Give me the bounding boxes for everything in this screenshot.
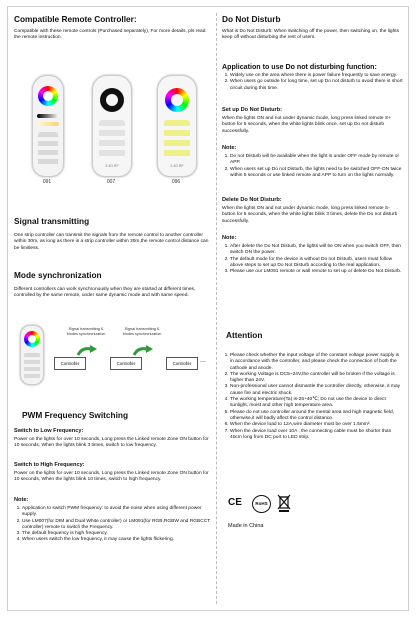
made-in-label: Made in China (228, 523, 264, 529)
list-item: 5. Please do not use controller around the mental area and high magnetic field, otherwise,it will badly affect the control distance. (230, 410, 404, 423)
pwm-low-body: Power on the lights for over 10 seconds, Long press the Linked remote Zone ON button for 10 seconds, When the lights blink 3 times, switch to low frequency. (14, 437, 209, 449)
dnd-note2-list (222, 244, 404, 275)
remote-intro: Compatible with these remote controls (Purchased separately), For more details, pls read the remote instruction. (14, 29, 206, 41)
remote-096-label: 096 (171, 179, 181, 185)
signal-section-title: Signal transmitting (14, 216, 90, 226)
list-item: 1. Do not Disturb will be available when the light is under OFF mode by remote or APP. (230, 154, 404, 167)
list-item: 1. Application to switch PWM frequency: to avoid the noise when using different power supply. (22, 506, 212, 519)
remote-section-title: Compatible Remote Controller: (14, 14, 137, 24)
sync-arrow-label-1: Signal transmitting & Modes synchronization (66, 327, 106, 336)
controller-box-1: Controller (54, 357, 86, 370)
dnd-setup-body: When the lights ON and not under dynamic mode, long press linked remote S+ button for 5 seconds, when the white lights blink once, set up Do not disturb successfully. (222, 116, 391, 134)
pwm-note-list (14, 506, 212, 544)
dnd-application-title: Application to use Do not disturbing function: (222, 63, 377, 71)
remote-091-label: 091 (42, 179, 52, 185)
left-column (14, 7, 212, 610)
dnd-note2-title: Note: (222, 235, 237, 241)
column-divider (216, 13, 217, 604)
list-item: 4. When users switch the low frequency, it may cause the lights flickering. (22, 537, 212, 543)
pwm-note-title: Note: (14, 497, 29, 503)
dnd-note1-list (222, 154, 404, 179)
list-item: 2. The default mode for the device is without Do not Disturb, users must follow above steps to set up Do Not Disturb according to the real application. (230, 257, 404, 270)
attention-title: Attention (226, 330, 263, 340)
dnd-application-list (222, 73, 404, 92)
list-item: 6. When the device load to 12A,wire diameter must be over 1.5mm². (230, 422, 404, 428)
pwm-section-title: PWM Frequency Switching (22, 410, 129, 420)
rohs-mark: RoHS (252, 495, 271, 513)
remote-007-image: 2.4G RF (92, 75, 132, 177)
sync-arrow-label-2: Signal transmitting & Modes synchronization (122, 327, 162, 336)
dnd-section-title: Do Not Disturb (222, 14, 281, 24)
controller-box-3: Controller (166, 357, 198, 370)
dnd-intro: What is Do Not Disturb: When switching off the power, then switching on, the lights keep off without disturbing the rest of users. (222, 29, 400, 41)
manual-page (7, 6, 409, 611)
list-item: 3. Non-professional user cannot dismantle the controller directly, otherwise, it may cause fire and electric shock. (230, 384, 404, 397)
list-item: 3. Please use our LM091 remote or wall remote to set up or delete Do Not Disturb. (230, 269, 404, 275)
ce-mark: CE (228, 497, 242, 508)
dnd-delete-title: Delete Do Not Disturb: (222, 197, 282, 203)
list-item: 2. Use LM007(for DIM and Dual White controller) or LM091(for RGB,RGBW and RGBCCT controller) remote to switch the Frequency. (22, 519, 212, 532)
list-item: 1. After delete the Do Not Disturb, the lights will be ON when you switch OFF, then switch ON the power. (230, 244, 404, 257)
signal-body: One strip controller can transmit the signals from the remote control to another controller within 30m, as long as there is a strip controller within 30m,the remote control distance can be limitless. (14, 233, 209, 251)
remote-007-label: 007 (106, 179, 116, 185)
list-item: 2. When users set up Do not Disturb, the lights need to be switched OFF-ON twice within 5 seconds or use linked remote and APP to turn on the lights normally. (230, 167, 404, 180)
pwm-low-title: Switch to Low Frequency: (14, 428, 84, 434)
dnd-delete-body: When the lights ON and not under dynamic mode, long press linked remote S- button for 5 seconds, when the white lights blink 3 times, delete the Do not disturb successfully. (222, 206, 398, 224)
attention-list (222, 353, 404, 441)
sync-arrow-icon (132, 343, 154, 355)
remote-091-image (32, 75, 64, 177)
pwm-high-body: Power on the lights for over 10 seconds, Long press the Linked remote Zone ON button for 10 seconds, When the lights blink 10 times, switch to high frequency. (14, 471, 209, 483)
dnd-setup-title: Set up Do Not Disturb: (222, 107, 282, 113)
list-item: 1. Please check whether the input voltage of the constant voltage power supply is in accordance with the controller, and please check the connection of both the cathode and anode. (230, 353, 404, 372)
list-item: 4. The working temperature(Ta) is-25~40℃; Do not use the device to direct sunlight, moist and other high temperature area. (230, 397, 404, 410)
pwm-high-title: Switch to High Frequency: (14, 462, 85, 468)
sync-arrow-icon (76, 343, 98, 355)
list-item: 2. When users go outside for long time, set up Do not disturb to avoid there is short circuit during this time. (230, 79, 404, 92)
list-item: 1. Widely use on the area where there is power failure frequently to save energy. (230, 73, 404, 79)
remote-small-image (20, 325, 44, 385)
list-item: 7. When the device load over 10A , the connecting cable must be shorter than 40cm long from DC port to LED strip. (230, 429, 404, 442)
list-item: 2. The working Voltage is DC5~24V,the controller will be broken if the voltage is higher than 24V. (230, 372, 404, 385)
mode-sync-title: Mode synchronization (14, 270, 102, 280)
weee-bin-icon (277, 493, 291, 513)
right-column (222, 7, 404, 610)
mode-sync-body: Different controllers can work synchronously when they are started at different times, controlled by the same remote, under same dynamic mode and with same speed. (14, 287, 196, 299)
more-controllers-ellipsis: ... (200, 357, 206, 364)
list-item: 3. The default frequency is high frequency. (22, 531, 212, 537)
dnd-note1-title: Note: (222, 145, 237, 151)
remote-096-image: 2.4G RF (157, 75, 197, 177)
controller-box-2: Controller (110, 357, 142, 370)
